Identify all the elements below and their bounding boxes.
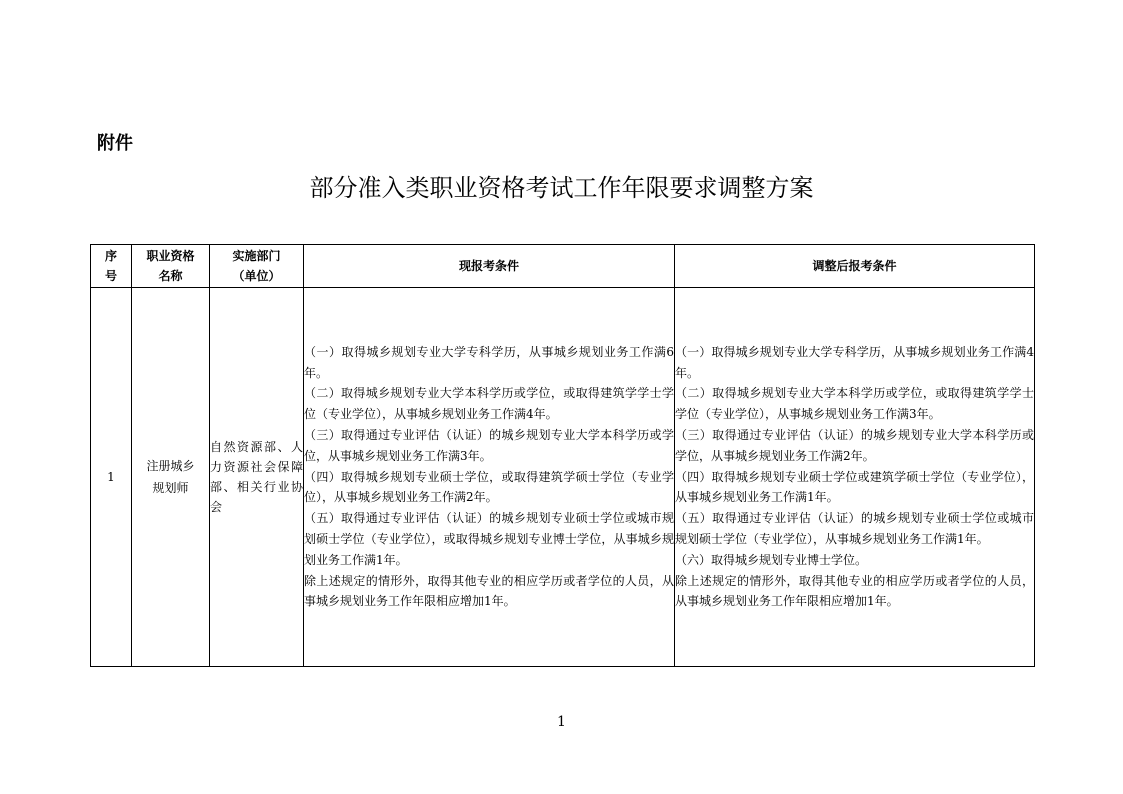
condition-item: （五）取得通过专业评估（认证）的城乡规划专业硕士学位或城市规划硕士学位（专业学位），从事城乡规划业务工作满1年。 [675,511,1034,546]
row-current-conditions [304,288,675,667]
condition-item: （六）取得城乡规划专业博士学位。 [675,552,868,567]
condition-item: （五）取得通过专业评估（认证）的城乡规划专业硕士学位或城市规划硕士学位（专业学位），或取得城乡规划专业博士学位，从事城乡规划业务工作满1年。 [304,511,674,567]
condition-item: （四）取得城乡规划专业硕士学位，或取得建筑学硕士学位（专业学位），从事城乡规划业务工作满2年。 [304,469,674,505]
requirements-table [90,244,1035,667]
attachment-label: 附件 [97,133,133,154]
condition-item: （三）取得通过专业评估（认证）的城乡规划专业大学本科学历或学位，从事城乡规划业务工作满3年。 [304,428,674,463]
header-current-conditions: 现报考条件 [304,245,675,288]
header-department-line: 实施部门 [232,249,281,263]
header-no-line: 序 [104,249,117,263]
page-number: 1 [557,714,566,730]
condition-note: 除上述规定的情形外，取得其他专业的相应学历或者学位的人员，从事城乡规划业务工作年限相应增加1年。 [675,573,1034,609]
condition-item: （一）取得城乡规划专业大学专科学历，从事城乡规划业务工作满4年。 [675,344,1034,380]
row-department: 自然资源部、人力资源社会保障部、相关行业协会 [210,288,304,667]
condition-item: （二）取得城乡规划专业大学本科学历或学位，或取得建筑学学士学位（专业学位），从事城乡规划业务工作满3年。 [675,386,1034,422]
header-qualification-line: 名称 [158,269,183,283]
row-qualification-line: 注册城乡 [146,459,195,473]
header-department [210,245,304,288]
header-no [91,245,132,288]
row-adjusted-conditions [675,288,1035,667]
header-adjusted-conditions: 调整后报考条件 [675,245,1035,288]
condition-item: （一）取得城乡规划专业大学专科学历，从事城乡规划业务工作满6年。 [304,344,674,380]
condition-item: （四）取得城乡规划专业硕士学位或建筑学硕士学位（专业学位），从事城乡规划业务工作满1年。 [675,469,1034,505]
table-header-row [91,245,1035,288]
row-qualification-line: 规划师 [152,481,189,495]
header-no-line: 号 [104,269,117,283]
header-department-line: （单位） [232,269,281,283]
row-no: 1 [91,288,132,667]
condition-item: （二）取得城乡规划专业大学本科学历或学位，或取得建筑学学士学位（专业学位），从事城乡规划业务工作满4年。 [304,386,674,422]
header-qualification-line: 职业资格 [146,249,195,263]
header-qualification [132,245,210,288]
condition-item: （三）取得通过专业评估（认证）的城乡规划专业大学本科学历或学位，从事城乡规划业务工作满2年。 [675,428,1034,463]
table-row [91,288,1035,667]
row-qualification [132,288,210,667]
condition-note: 除上述规定的情形外，取得其他专业的相应学历或者学位的人员，从事城乡规划业务工作年限相应增加1年。 [304,573,674,609]
document-title: 部分准入类职业资格考试工作年限要求调整方案 [309,174,814,202]
